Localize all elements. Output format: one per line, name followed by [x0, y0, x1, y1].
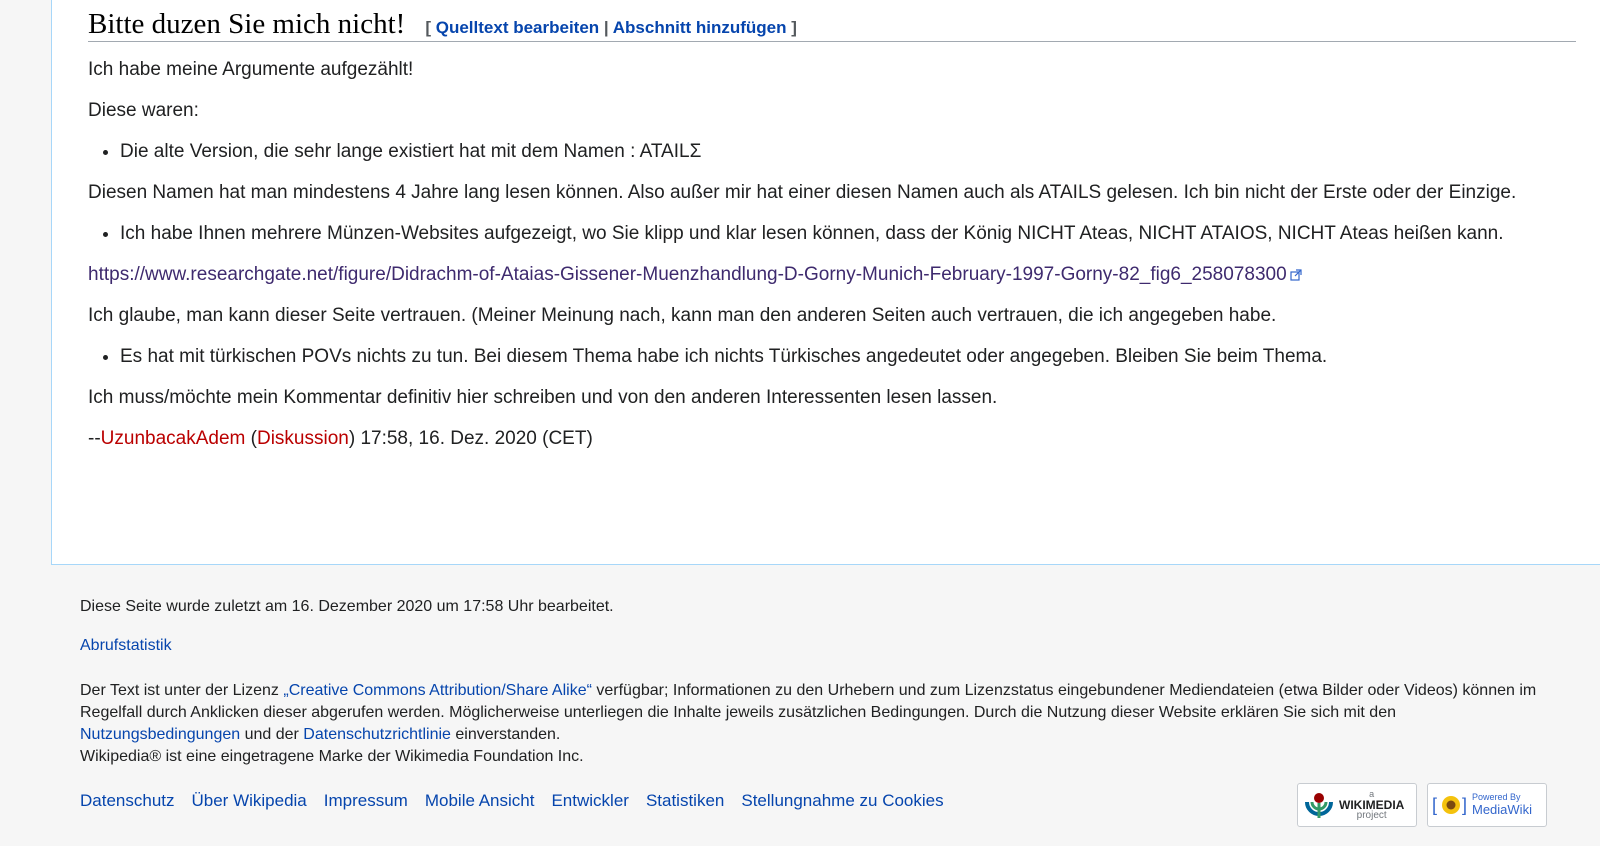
- signature-timestamp: ) 17:58, 16. Dez. 2020 (CET): [348, 428, 593, 449]
- edit-source-link[interactable]: Quelltext bearbeiten: [435, 18, 600, 37]
- footer-link-statistics[interactable]: Statistiken: [645, 791, 725, 810]
- list-item: • Ich habe Ihnen mehrere Münzen-Websites aufgezeigt, wo Sie klipp und klar lesen können, dass der König NICHT Ateas, NICHT ATAIOS, NICHT Ateas heißen kann.: [120, 218, 1576, 249]
- user-link[interactable]: UzunbacakAdem: [100, 428, 246, 449]
- paragraph: Diese waren:: [88, 100, 199, 121]
- paragraph: Ich glaube, man kann dieser Seite vertrauen. (Meiner Meinung nach, kann man den anderen Seiten auch vertrauen, die ich angegeben habe.: [88, 305, 1277, 326]
- wikimedia-badge[interactable]: [1297, 783, 1417, 827]
- wikimedia-logo-icon: [1302, 788, 1336, 822]
- bullet-list: [88, 218, 1576, 249]
- privacy-link[interactable]: Datenschutzrichtlinie: [303, 726, 451, 743]
- license-text-3: und der: [240, 726, 304, 743]
- edit-separator: |: [603, 18, 609, 37]
- edit-bracket-open: [: [425, 18, 431, 37]
- footer-link-developers[interactable]: Entwickler: [551, 791, 629, 810]
- trademark-text: Wikipedia® ist eine eingetragene Marke der Wikimedia Foundation Inc.: [80, 748, 584, 765]
- wikimedia-badge-sub: project: [1356, 809, 1387, 821]
- section-heading: [88, 0, 1576, 42]
- external-link[interactable]: https://www.researchgate.net/figure/Didrachm-of-Ataias-Gissener-Muenzhandlung-D-Gorny-Munich-February-1997-Gorny-82_fig6_258078300: [88, 264, 1287, 285]
- wikimedia-badge-top: a: [1369, 788, 1375, 799]
- terms-link[interactable]: Nutzungsbedingungen: [80, 726, 241, 743]
- bullet-list: [88, 136, 1576, 167]
- mediawiki-sunflower-icon: [1432, 790, 1470, 820]
- stats-link[interactable]: Abrufstatistik: [80, 637, 172, 654]
- edit-bracket-close: ]: [791, 18, 797, 37]
- section-title: Bitte duzen Sie mich nicht!: [88, 8, 406, 40]
- footer-link-about[interactable]: Über Wikipedia: [191, 791, 307, 810]
- mediawiki-badge-top: Powered By: [1472, 792, 1521, 803]
- content-inner: [88, 0, 1576, 454]
- svg-text:]: ]: [1462, 795, 1468, 815]
- external-link-paragraph: [88, 259, 1576, 290]
- mediawiki-badge-main: MediaWiki: [1472, 801, 1532, 817]
- paragraph: Ich habe meine Argumente aufgezählt!: [88, 59, 414, 80]
- footer-info: [80, 596, 1560, 768]
- license-text-4: einverstanden.: [450, 726, 561, 743]
- license-text-2: verfügbar; Informationen zu den Urhebern und zum Lizenzstatus eingebundener Mediendateien (etwa Bilder oder Videos) können im Regelfall durch Anklicken dieser abgerufen werden. Möglicherweise unterliegen die Inhalte jeweils zusätzlichen Bedingungen. Durch die Nutzung dieser Website erklären Sie sich mit den: [80, 682, 1537, 721]
- signature: [88, 423, 1576, 454]
- footer-link-imprint[interactable]: Impressum: [323, 791, 408, 810]
- signature-open: (: [245, 428, 257, 449]
- footer-link-privacy[interactable]: Datenschutz: [80, 791, 175, 810]
- external-link-icon: [1290, 269, 1302, 281]
- signature-prefix: --: [88, 428, 101, 449]
- list-item: • Es hat mit türkischen POVs nichts zu tun. Bei diesem Thema habe ich nichts Türkisches angedeutet oder angegeben. Bleiben Sie beim Thema.: [120, 341, 1576, 372]
- license-text: [80, 680, 1560, 746]
- footer-links: [80, 791, 944, 811]
- mediawiki-badge[interactable]: [1427, 783, 1547, 827]
- footer-link-cookies[interactable]: Stellungnahme zu Cookies: [741, 791, 944, 810]
- last-edited: Diese Seite wurde zuletzt am 16. Dezember 2020 um 17:58 Uhr bearbeitet.: [80, 598, 614, 615]
- bullet-list: [88, 341, 1576, 372]
- list-item: • Die alte Version, die sehr lange existiert hat mit dem Namen : ATAILΣ: [120, 136, 1576, 167]
- footer-link-mobile[interactable]: Mobile Ansicht: [424, 791, 535, 810]
- license-link[interactable]: „Creative Commons Attribution/Share Alike“: [283, 682, 592, 699]
- paragraph: Ich muss/möchte mein Kommentar definitiv hier schreiben und von den anderen Interessenten lesen lassen.: [88, 387, 998, 408]
- svg-text:[: [: [1432, 795, 1438, 815]
- wikimedia-badge-main: WIKIMEDIA: [1339, 797, 1405, 812]
- edit-section-links: [425, 18, 797, 38]
- user-talk-link[interactable]: Diskussion: [256, 428, 349, 449]
- content-area: [51, 0, 1600, 565]
- license-text-1: Der Text ist unter der Lizenz: [80, 682, 284, 699]
- paragraph: Diesen Namen hat man mindestens 4 Jahre lang lesen können. Also außer mir hat einer diesen Namen auch als ATAILS gelesen. Ich bin nicht der Erste oder der Einzige.: [88, 182, 1517, 203]
- add-section-link[interactable]: Abschnitt hinzufügen: [612, 18, 787, 37]
